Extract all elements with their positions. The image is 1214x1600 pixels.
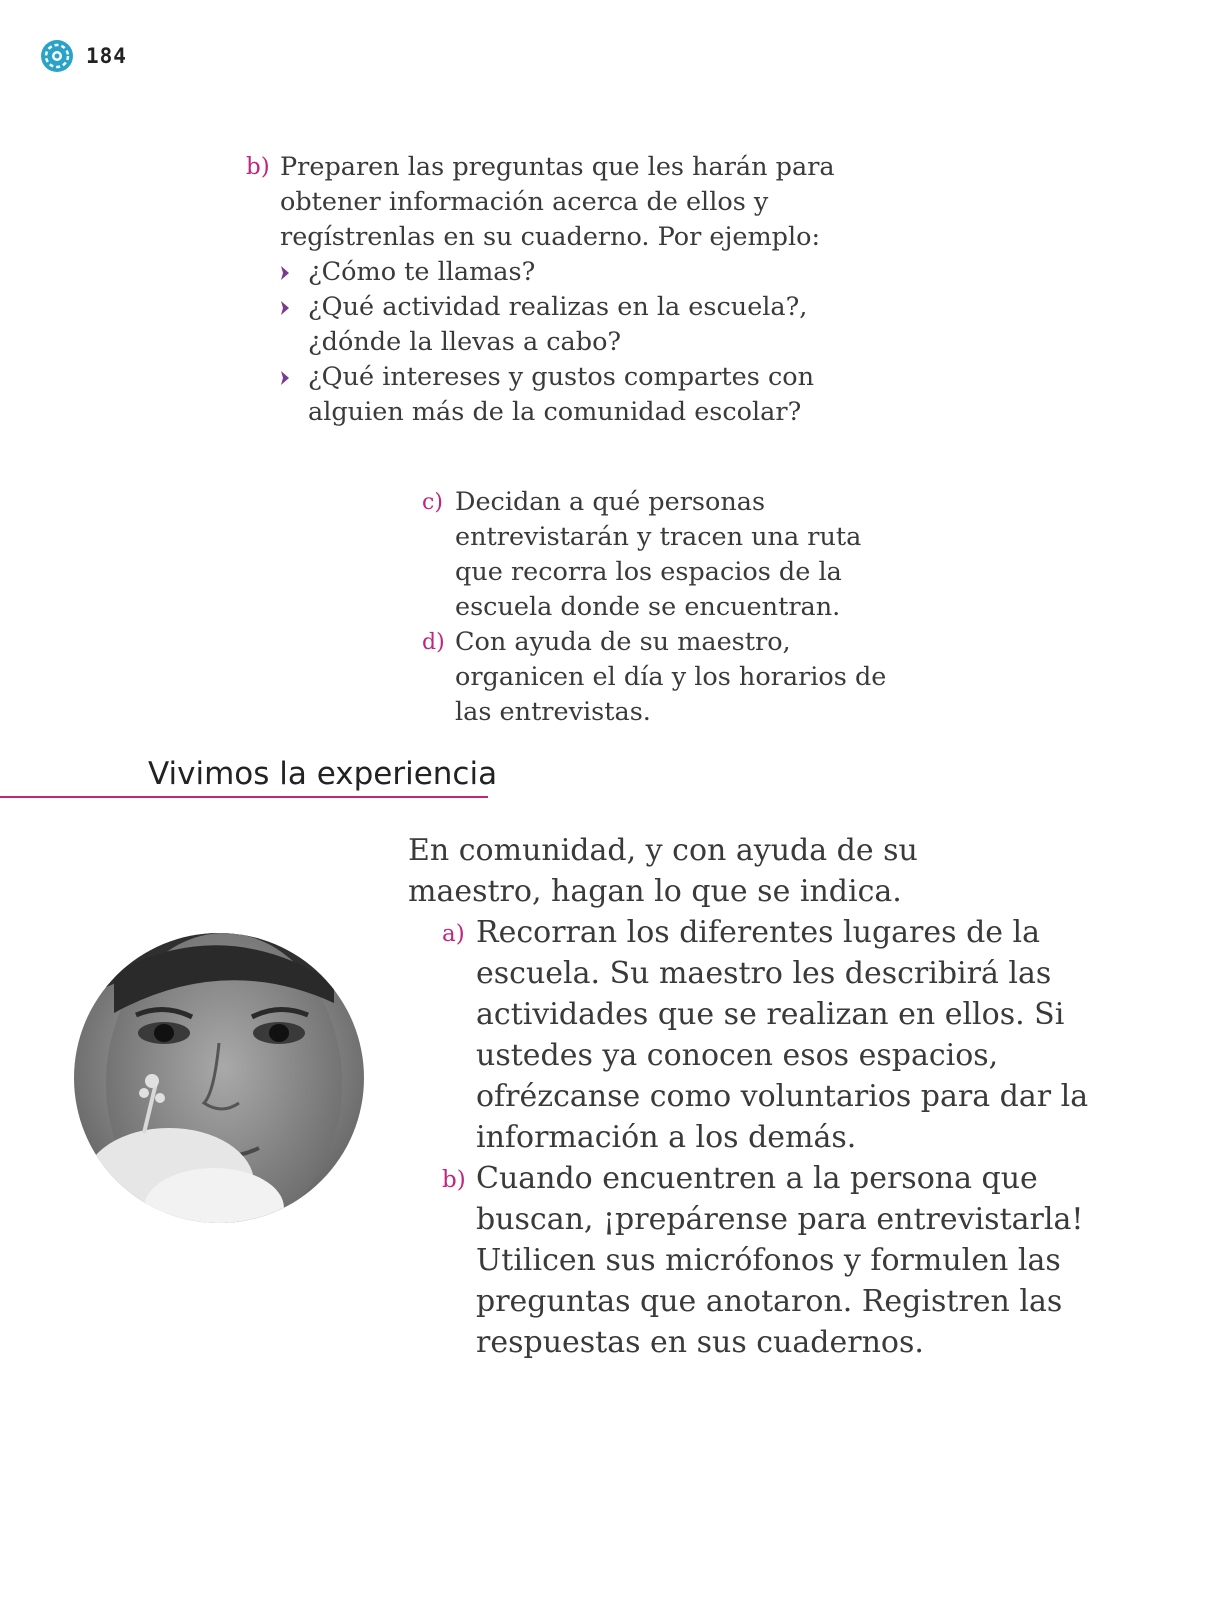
list-item: ¿Cómo te llamas? <box>280 255 840 290</box>
item-text: Recorran los diferentes lugares de la escuela. Su maestro les describirá las actividades que se realizan en ellos. Si ustedes ya conocen esos espacios, ofrézcanse como voluntarios para dar la información a los demás. <box>476 915 1089 1155</box>
prepare-item-d <box>422 625 915 730</box>
prepare-item-c <box>422 485 915 625</box>
prepare-items-cd <box>422 485 915 730</box>
chevron-right-icon <box>280 300 290 316</box>
section-heading: Vivimos la experiencia <box>148 756 498 792</box>
list-item: ¿Qué actividad realizas en la escuela?, ¿dónde la llevas a cabo? <box>280 290 840 360</box>
example-questions-list <box>280 255 840 430</box>
item-letter: b) <box>246 154 270 180</box>
item-letter: c) <box>422 490 443 515</box>
experience-item-a <box>442 912 1096 1158</box>
list-item: ¿Qué intereses y gustos compartes con alguien más de la comunidad escolar? <box>280 360 840 430</box>
experience-items <box>442 912 1096 1363</box>
item-letter: d) <box>422 630 445 655</box>
experience-item-b <box>442 1158 1096 1363</box>
item-text: Decidan a qué personas entrevistarán y tracen una ruta que recorra los espacios de la escuela donde se encuentran. <box>455 487 862 622</box>
chevron-right-icon <box>280 370 290 386</box>
item-text: Preparen las preguntas que les harán para obtener información acerca de ellos y regístrenlas en su cuaderno. Por ejemplo: <box>280 152 835 252</box>
item-text: Con ayuda de su maestro, organicen el día y los horarios de las entrevistas. <box>455 627 887 727</box>
item-letter: b) <box>442 1167 466 1193</box>
heading-underline <box>0 796 488 798</box>
page-number: 184 <box>86 44 127 68</box>
chevron-right-icon <box>280 265 290 281</box>
flower-emblem-icon <box>40 39 74 73</box>
prepare-item-b <box>246 150 840 430</box>
child-portrait-photo <box>74 933 364 1223</box>
item-text: Cuando encuentren a la persona que buscan, ¡prepárense para entrevistarla! Utilicen sus micrófonos y formulen las preguntas que anotaron. Registren las respuestas en sus cuadernos. <box>476 1161 1084 1360</box>
page-header <box>40 39 127 73</box>
item-letter: a) <box>442 921 465 947</box>
experience-intro: En comunidad, y con ayuda de su maestro, hagan lo que se indica. <box>408 833 918 909</box>
